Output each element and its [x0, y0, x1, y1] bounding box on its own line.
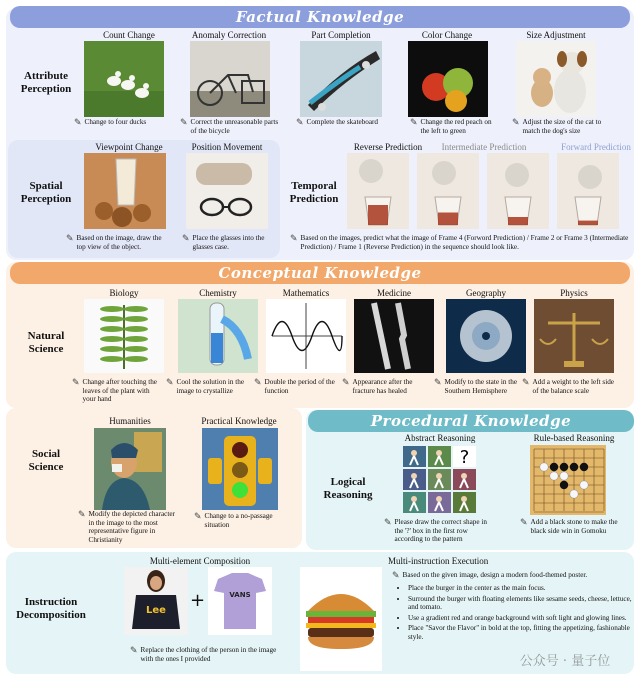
- spatial-item-title: Position Movement: [191, 142, 263, 152]
- purple-shirt-image: [208, 567, 272, 635]
- natural-item-caption: ✎ Double the period of the function: [254, 377, 335, 395]
- edit-user-icon: ✎: [194, 511, 202, 521]
- instruction-bullets: [398, 584, 634, 644]
- edit-user-icon: ✎: [182, 233, 190, 243]
- factual-section-title: Factual Knowledge: [10, 6, 630, 28]
- watermark: 公众号 · 量子位: [519, 654, 611, 669]
- attribute-item-caption: ✎ Change the red peach on the left to green: [410, 117, 492, 135]
- plus-sign: +: [190, 590, 206, 611]
- edit-user-icon: ✎: [520, 517, 528, 527]
- natural-item-image: [84, 299, 164, 373]
- temporal-caption: ✎ Based on the images, predict what the image of Frame 4 (Forword Prediction) / Frame 2 or Frame 3 (Intermediate Prediction) / Frame 1 (Reverse Prediction) in the sequence should look like.: [290, 233, 629, 251]
- traffic-light-image: [202, 428, 278, 510]
- temporal-frame-image: [417, 153, 479, 229]
- edit-user-icon: ✎: [78, 509, 86, 519]
- bicycle-image: [190, 41, 270, 117]
- logical-item-title: Rule-based Reasoning: [533, 433, 615, 443]
- natural-item-caption: ✎ Add a weight to the left side of the balance scale: [522, 377, 614, 395]
- natural-item-title: Mathematics: [282, 288, 330, 298]
- temporal-prediction-label: Temporal Prediction: [289, 180, 339, 205]
- milkshake-image: [84, 153, 166, 229]
- glasses-image: [186, 153, 268, 229]
- attribute-item-caption: ✎ Complete the skateboard: [296, 117, 379, 127]
- natural-item-title: Biology: [109, 288, 139, 298]
- skateboard-image: [300, 41, 382, 117]
- edit-user-icon: ✎: [392, 570, 400, 580]
- natural-item-caption: ✎ Modify to the state in the Southern Hemisphere: [434, 377, 518, 395]
- spatial-item-caption: ✎ Based on the image, draw the top view of the object.: [66, 233, 162, 251]
- reverse-prediction-title: Reverse Prediction: [353, 142, 423, 152]
- edit-user-icon: ✎: [384, 517, 392, 527]
- attribute-item-title: Size Adjustment: [526, 30, 586, 40]
- attribute-item-caption: ✎ Adjust the size of the cat to match the dog's size: [512, 117, 602, 135]
- natural-item-title: Physics: [560, 288, 588, 298]
- attribute-item-title: Color Change: [421, 30, 473, 40]
- edit-user-icon: ✎: [296, 117, 304, 127]
- edit-user-icon: ✎: [522, 377, 530, 387]
- shirt-logo-text: Lee: [146, 605, 166, 616]
- social-science-label: Social Science: [28, 448, 64, 473]
- temporal-frame-image: [557, 153, 619, 229]
- temporal-frame-image: [347, 153, 409, 229]
- edit-user-icon: ✎: [130, 645, 138, 655]
- temporal-frame-image: [487, 153, 549, 229]
- logical-item-caption: ✎ Add a black stone to make the black side win in Gomoku: [520, 517, 618, 535]
- cat-dog-image: [516, 41, 596, 117]
- attribute-perception-label: Attribute Perception: [20, 70, 72, 95]
- natural-item-caption: ✎ Cool the solution in the image to crystallize: [166, 377, 245, 395]
- edit-user-icon: ✎: [180, 117, 188, 127]
- instruction-bullet: • Place the burger in the center as the main focus.: [408, 584, 634, 593]
- edit-user-icon: ✎: [410, 117, 418, 127]
- natural-item-title: Medicine: [377, 288, 411, 298]
- van-gogh-image: [94, 428, 166, 510]
- social-item-title: Humanities: [109, 416, 151, 426]
- edit-user-icon: ✎: [166, 377, 174, 387]
- procedural-section-title: Procedural Knowledge: [308, 410, 634, 432]
- edit-user-icon: ✎: [72, 377, 80, 387]
- natural-item-image: [266, 299, 346, 373]
- ducks-image: [84, 41, 164, 117]
- question-mark: ?: [459, 447, 470, 468]
- instruction-bullet: • Surround the burger with floating elements like sesame seeds, cheese, lettuce, and tomato.: [408, 595, 634, 612]
- burger-image: [300, 567, 382, 671]
- instruction-decomposition-label: Instruction Decomposition: [16, 596, 86, 621]
- logical-reasoning-label: Logical Reasoning: [323, 476, 373, 501]
- attribute-item-title: Part Completion: [311, 30, 371, 40]
- natural-item-image: [446, 299, 526, 373]
- attribute-item-title: Count Change: [103, 30, 155, 40]
- natural-item-title: Geography: [466, 288, 506, 298]
- fruit-image: [408, 41, 488, 117]
- natural-item-image: [354, 299, 434, 373]
- intermediate-prediction-title: Intermediate Prediction: [441, 142, 527, 152]
- social-item-title: Practical Knowledge: [201, 416, 277, 426]
- instruction-bullet: • Place "Savor the Flavor" in bold at the top, fitting the appetizing, fashionable style.: [408, 624, 634, 641]
- shirt2-logo-text: VANS: [229, 591, 251, 599]
- edit-user-icon: ✎: [74, 117, 82, 127]
- edit-user-icon: ✎: [512, 117, 520, 127]
- edit-user-icon: ✎: [254, 377, 262, 387]
- natural-item-title: Chemistry: [199, 288, 237, 298]
- multi-instruction-title: Multi-instruction Execution: [388, 556, 489, 566]
- edit-user-icon: ✎: [342, 377, 350, 387]
- logical-item-title: Abstract Reasoning: [404, 433, 476, 443]
- spatial-item-title: Viewpoint Change: [95, 142, 163, 152]
- abstract-grid-image: [402, 445, 478, 515]
- edit-user-icon: ✎: [290, 233, 298, 243]
- gomoku-image: [530, 445, 606, 515]
- attribute-item-caption: ✎ Change to four ducks: [74, 117, 147, 127]
- social-item-caption: ✎ Change to a no-passage situation: [194, 511, 273, 529]
- attribute-item-title: Anomaly Correction: [191, 30, 267, 40]
- conceptual-section-title: Conceptual Knowledge: [10, 262, 630, 284]
- attribute-item-caption: ✎ Correct the unreasonable parts of the bicycle: [180, 117, 279, 135]
- edit-user-icon: ✎: [434, 377, 442, 387]
- forward-prediction-title: Forward Prediction: [561, 142, 631, 152]
- instruction-bullet: • Use a gradient red and orange background with soft light and glowing lines.: [408, 614, 634, 623]
- natural-item-image: [534, 299, 614, 373]
- natural-science-label: Natural Science: [27, 330, 65, 355]
- multi-element-caption: ✎ Replace the clothing of the person in the image with the ones I provided: [130, 645, 277, 663]
- logical-item-caption: ✎ Please draw the correct shape in the '?' box in the first row according to the pattern: [384, 517, 487, 544]
- natural-item-image: [178, 299, 258, 373]
- person-tshirt-image: [124, 567, 188, 635]
- multi-instruction-caption: ✎ Based on the given image, design a modern food-themed poster.: [392, 570, 588, 580]
- spatial-perception-label: Spatial Perception: [20, 180, 72, 205]
- spatial-item-caption: ✎ Place the glasses into the glasses case.: [182, 233, 265, 251]
- multi-element-title: Multi-element Composition: [149, 556, 251, 566]
- edit-user-icon: ✎: [66, 233, 74, 243]
- natural-item-caption: ✎ Appearance after the fracture has healed: [342, 377, 413, 395]
- social-item-caption: ✎ Modify the depicted character in the image to the most representative figure in Christianity: [78, 509, 175, 544]
- natural-item-caption: ✎ Change after touching the leaves of the plant with your hand: [72, 377, 157, 404]
